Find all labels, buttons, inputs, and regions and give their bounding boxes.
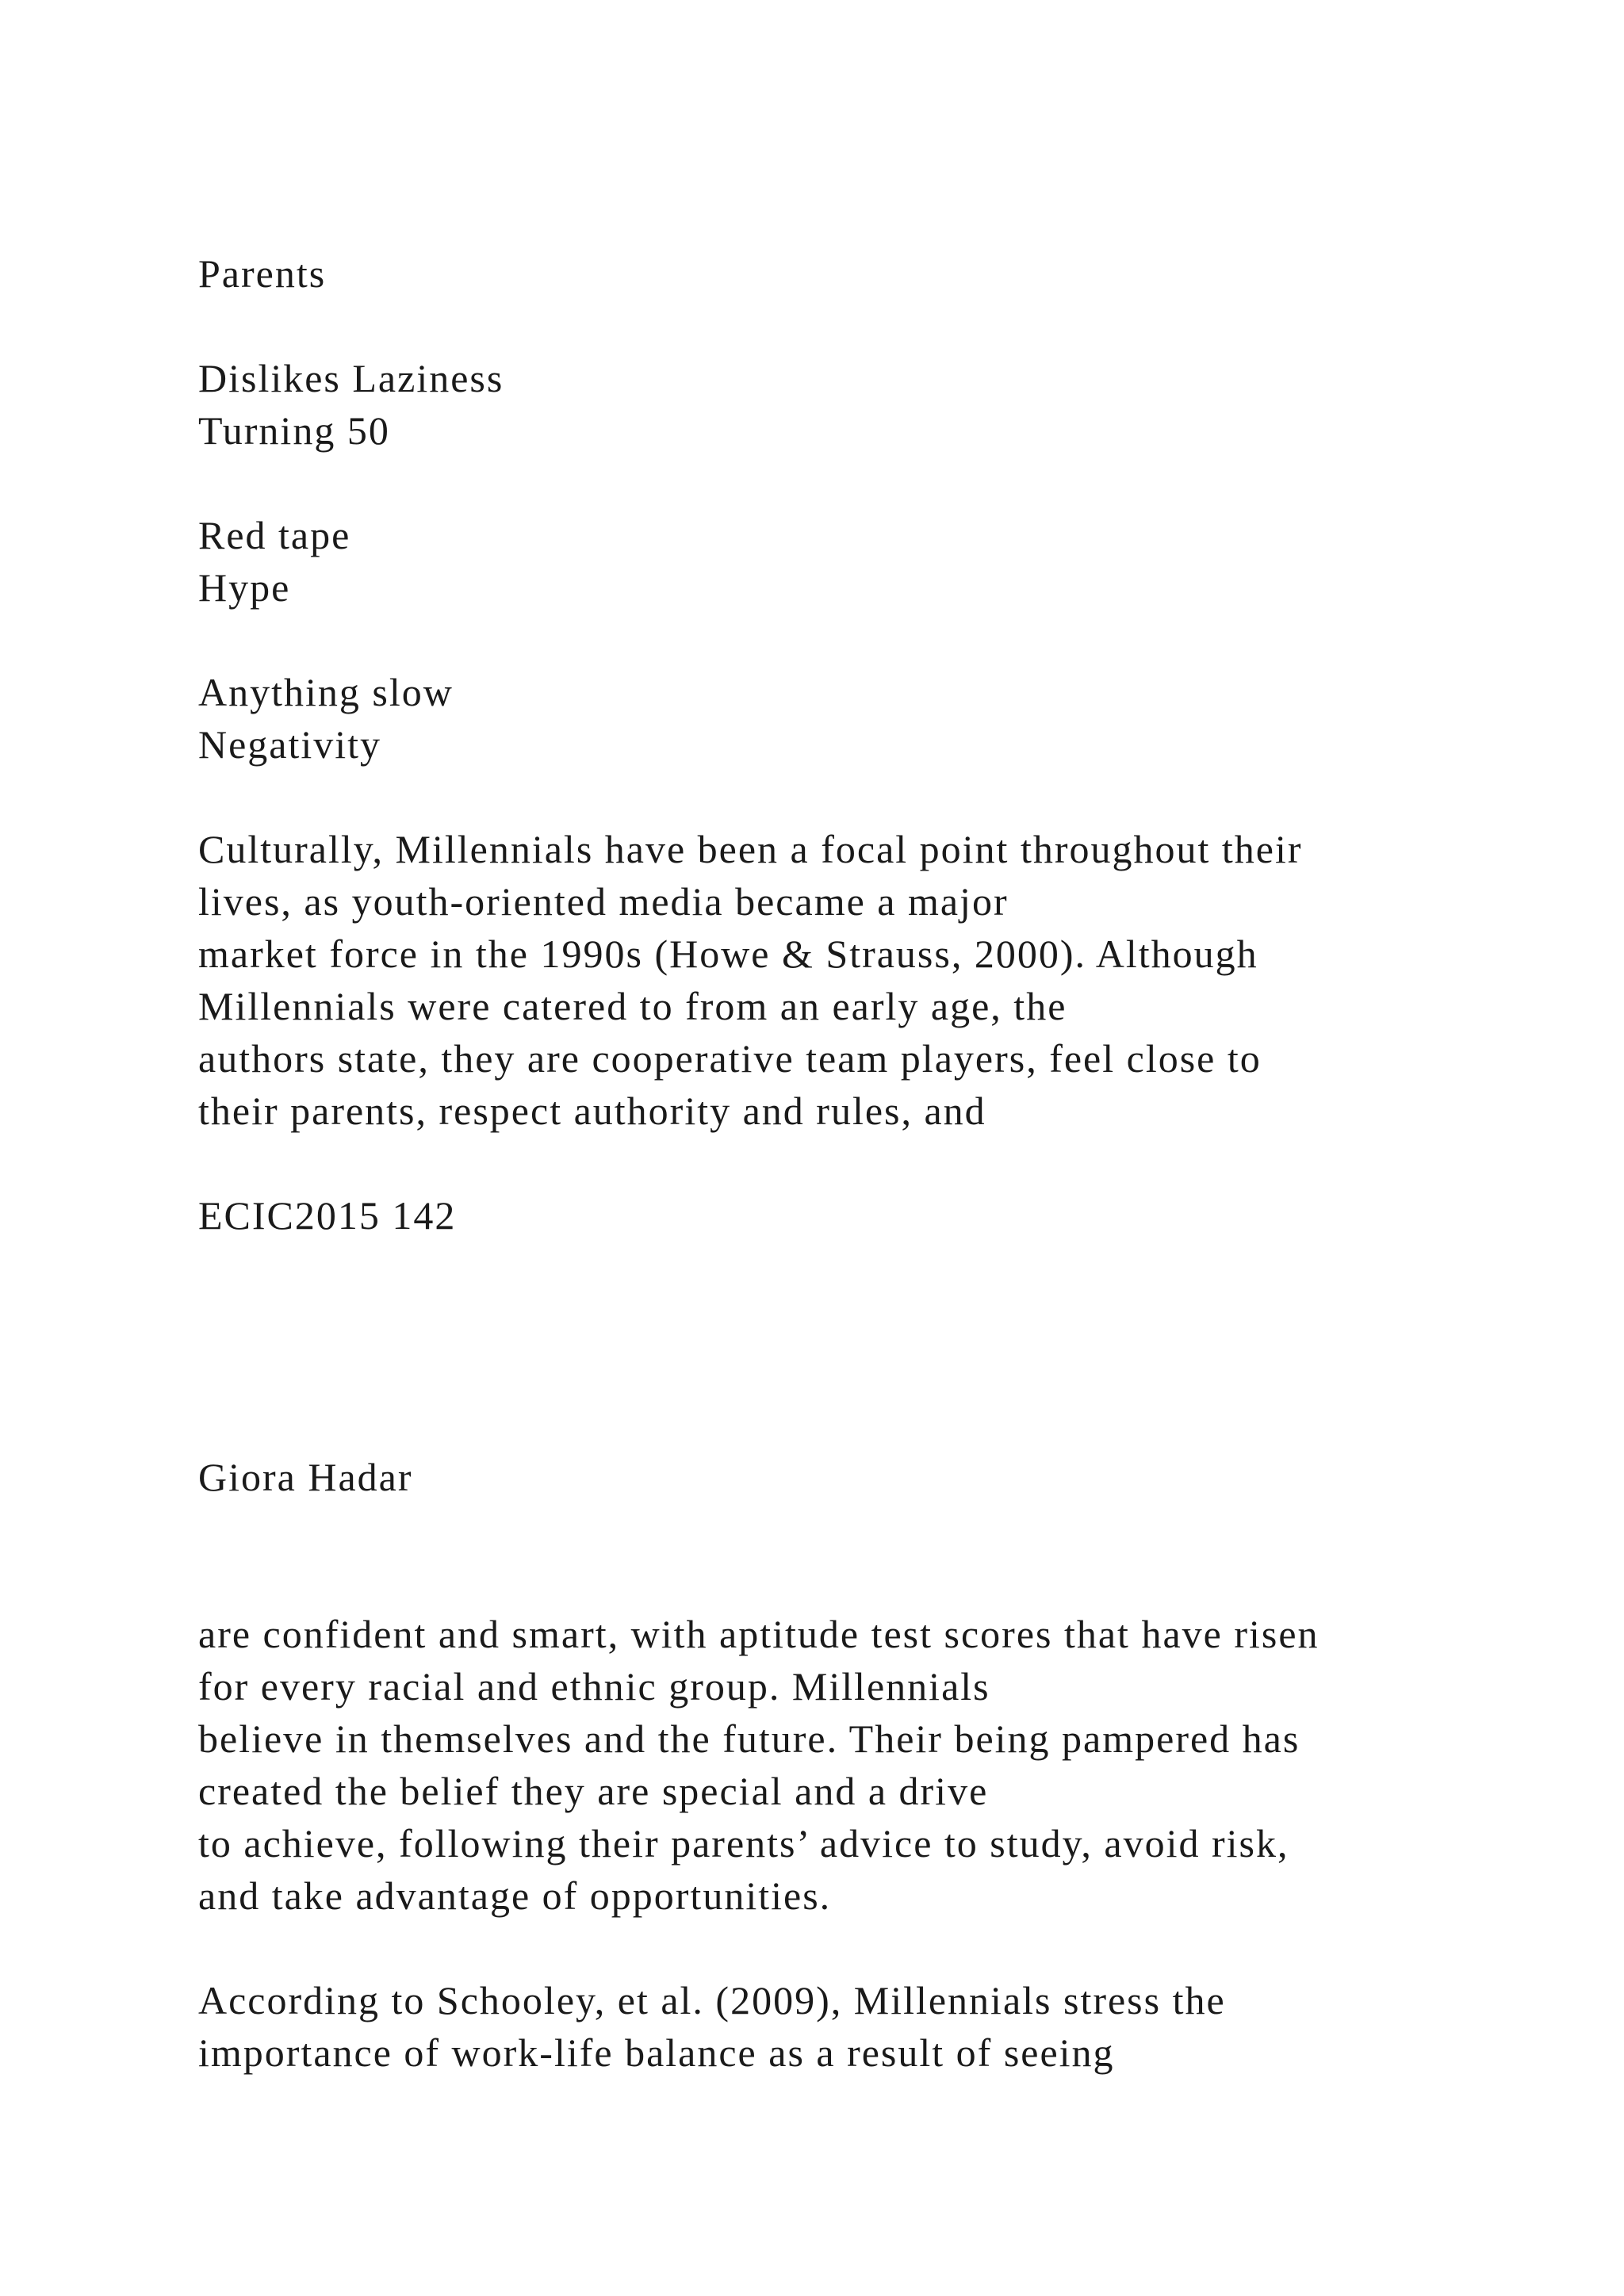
author-name: Giora Hadar xyxy=(198,1455,413,1499)
paragraph-line: their parents, respect authority and rules, and xyxy=(198,1089,986,1133)
paragraph-line: for every racial and ethnic group. Millennials xyxy=(198,1664,990,1709)
heading-parents: Parents xyxy=(198,251,327,296)
text-line: Turning 50 xyxy=(198,408,390,453)
paragraph-line: and take advantage of opportunities. xyxy=(198,1873,832,1918)
paragraph-line: are confident and smart, with aptitude test scores that have risen xyxy=(198,1612,1320,1656)
paragraph-line: authors state, they are cooperative team players, feel close to xyxy=(198,1036,1262,1081)
text-line: Anything slow xyxy=(198,670,454,714)
paragraph-line: Culturally, Millennials have been a focal point throughout their xyxy=(198,827,1303,871)
paragraph-line: believe in themselves and the future. Their being pampered has xyxy=(198,1716,1300,1761)
text-line: Red tape xyxy=(198,513,351,557)
text-line: Dislikes Laziness xyxy=(198,356,504,400)
text-line: Negativity xyxy=(198,722,382,767)
paragraph-line: market force in the 1990s (Howe & Strauss, 2000). Although xyxy=(198,932,1258,976)
paragraph-line: lives, as youth-oriented media became a major xyxy=(198,879,1009,924)
text-line: Hype xyxy=(198,565,291,610)
paragraph-line: According to Schooley, et al. (2009), Millennials stress the xyxy=(198,1978,1226,2022)
paragraph-line: created the belief they are special and a drive xyxy=(198,1769,989,1813)
page-footer-label: ECIC2015 142 xyxy=(198,1193,457,1238)
paragraph-line: to achieve, following their parents’ advice to study, avoid risk, xyxy=(198,1821,1289,1866)
paragraph-line: Millennials were catered to from an early age, the xyxy=(198,984,1067,1028)
paragraph-line: importance of work-life balance as a result of seeing xyxy=(198,2030,1115,2075)
